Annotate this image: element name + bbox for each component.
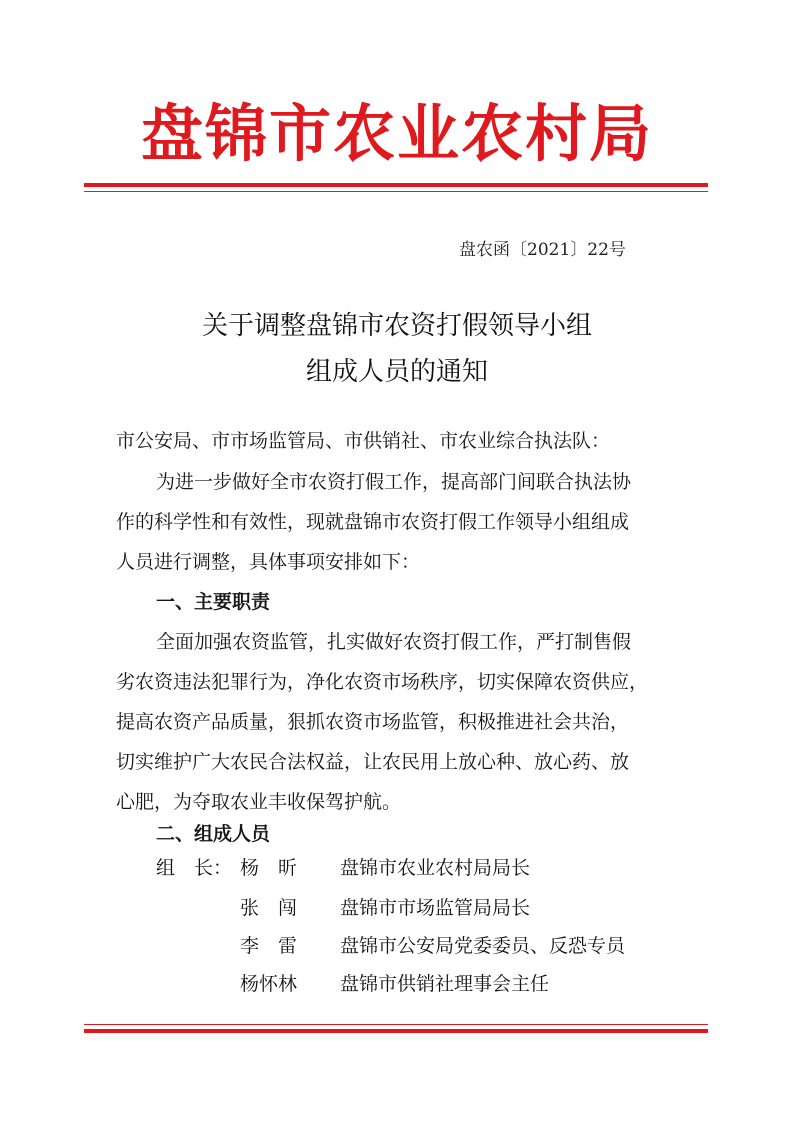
- section-1-line-5: 心肥，为夺取农业丰收保驾护航。: [116, 791, 402, 813]
- intro-line-1: 为进一步做好全市农资打假工作，提高部门间联合执法协: [156, 471, 632, 493]
- doc-title-line-1: 关于调整盘锦市农资打假领导小组: [201, 311, 592, 341]
- member-position: 盘锦市供销社理事会主任: [340, 973, 550, 995]
- member-name: 杨怀林: [240, 973, 298, 995]
- section-2-heading: 二、组成人员: [156, 823, 271, 845]
- letterhead-rule-thick: [84, 183, 708, 187]
- recipients-line: 市公安局、市市场监管局、市供销社、市农业综合执法队：: [116, 430, 611, 452]
- document-number: 盘农函〔2021〕22号: [459, 240, 626, 260]
- doc-title-line-2: 组成人员的通知: [305, 357, 488, 387]
- section-1-line-1: 全面加强农资监管，扎实做好农资打假工作，严打制售假: [156, 631, 632, 653]
- footer-rule-thin: [84, 1024, 708, 1025]
- member-name: 张 闯: [240, 897, 298, 919]
- member-position: 盘锦市市场监管局局长: [340, 897, 531, 919]
- section-1-line-3: 提高农资产品质量，狠抓农资市场监管，积极推进社会共治，: [116, 711, 630, 733]
- letterhead-rule-thin: [84, 191, 708, 192]
- section-1-line-4: 切实维护广大农民合法权益，让农民用上放心种、放心药、放: [116, 751, 630, 773]
- member-name: 李 雷: [240, 935, 298, 957]
- member-name: 杨 昕: [240, 857, 298, 879]
- member-position: 盘锦市公安局党委委员、反恐专员: [340, 935, 626, 957]
- intro-line-3: 人员进行调整，具体事项安排如下：: [116, 551, 421, 573]
- member-role: 组 长：: [156, 857, 233, 879]
- intro-line-2: 作的科学性和有效性，现就盘锦市农资打假工作领导小组组成: [116, 511, 630, 533]
- section-1-heading: 一、主要职责: [156, 591, 271, 613]
- org-letterhead-title: 盘锦市农业农村局: [140, 97, 653, 170]
- member-position: 盘锦市农业农村局局长: [340, 857, 531, 879]
- footer-rule-thick: [84, 1029, 708, 1033]
- section-1-line-2: 劣农资违法犯罪行为，净化农资市场秩序，切实保障农资供应，: [116, 671, 649, 693]
